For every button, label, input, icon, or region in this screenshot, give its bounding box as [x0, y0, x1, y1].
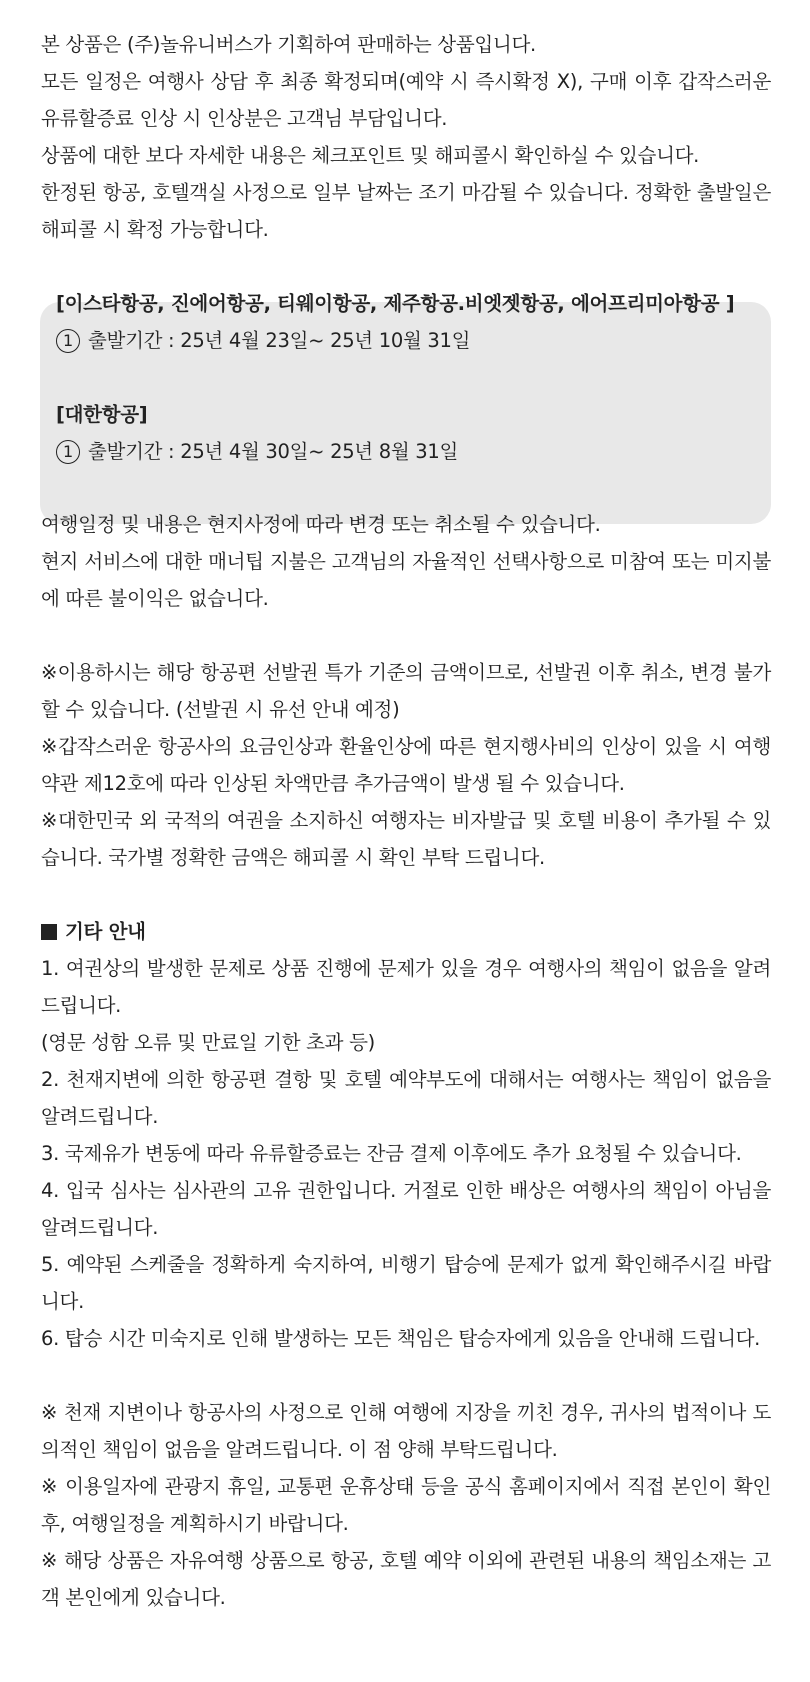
intro-paragraph: 상품에 대한 보다 자세한 내용은 체크포인트 및 해피콜시 확인하실 수 있습니다.: [41, 144, 700, 167]
other-info-item: 1. 여권상의 발생한 문제로 상품 진행에 문제가 있을 경우 여행사의 책임이 없음을 알려드립니다.: [41, 957, 771, 1017]
other-info-item: 4. 입국 심사는 심사관의 고유 권한입니다. 거절로 인한 배상은 여행사의 책임이 아님을 알려드립니다.: [41, 1179, 771, 1239]
other-info-item: 3. 국제유가 변동에 따라 유류할증료는 잔금 결제 이후에도 추가 요청될 수 있습니다.: [41, 1142, 742, 1165]
intro-paragraph: 한정된 항공, 호텔객실 사정으로 일부 날짜는 조기 마감될 수 있습니다. 정확한 출발일은 해피콜 시 확정 가능합니다.: [41, 181, 771, 241]
final-note-paragraph: ※ 해당 상품은 자유여행 상품으로 항공, 호텔 예약 이외에 관련된 내용의 책임소재는 고객 본인에게 있습니다.: [41, 1549, 771, 1609]
departure-period-text: 출발기간 : 25년 4월 23일~ 25년 10월 31일: [88, 329, 471, 352]
note-paragraph: ※이용하시는 해당 항공편 선발권 특가 기준의 금액이므로, 선발권 이후 취소, 변경 불가할 수 있습니다. (선발권 시 유선 안내 예정): [41, 661, 771, 721]
airline-heading: [이스타항공, 진에어항공, 티웨이항공, 제주항공.비엣젯항공, 에어프리미아항공 ]: [56, 292, 735, 315]
other-info-title: [41, 913, 771, 950]
spacer: [41, 470, 771, 506]
other-info-item: (영문 성함 오류 및 만료일 기한 초과 등): [41, 1031, 375, 1054]
spacer: [41, 248, 771, 285]
spacer: [41, 359, 771, 396]
other-info-item: 2. 천재지변에 의한 항공편 결항 및 호텔 예약부도에 대해서는 여행사는 책임이 없음을 알려드립니다.: [41, 1068, 771, 1128]
other-info-item: 6. 탑승 시간 미숙지로 인해 발생하는 모든 책임은 탑승자에게 있음을 안내해 드립니다.: [41, 1327, 761, 1350]
departure-period: [56, 322, 771, 359]
airline-heading: [대한항공]: [56, 403, 148, 426]
other-info-title-text: 기타 안내: [65, 920, 146, 943]
product-notice-document: [41, 26, 771, 1616]
other-info-item: 5. 예약된 스케줄을 정확하게 숙지하여, 비행기 탑승에 문제가 없게 확인해주시길 바랍니다.: [41, 1253, 771, 1313]
airline-group: [41, 285, 771, 359]
schedule-paragraph: 현지 서비스에 대한 매너팁 지불은 고객님의 자율적인 선택사항으로 미참여 또는 미지불에 따른 불이익은 없습니다.: [41, 550, 771, 610]
black-square-icon: [41, 924, 57, 940]
spacer: [41, 1357, 771, 1394]
circled-number-icon: 1: [56, 329, 80, 353]
schedule-paragraph: 여행일정 및 내용은 현지사정에 따라 변경 또는 취소될 수 있습니다.: [41, 513, 601, 536]
final-note-paragraph: ※ 천재 지변이나 항공사의 사정으로 인해 여행에 지장을 끼친 경우, 귀사의 법적이나 도의적인 책임이 없음을 알려드립니다. 이 점 양해 부탁드립니다.: [41, 1401, 771, 1461]
spacer: [41, 876, 771, 913]
intro-paragraph: 모든 일정은 여행사 상담 후 최종 확정되며(예약 시 즉시확정 X), 구매 이후 갑작스러운 유류할증료 인상 시 인상분은 고객님 부담입니다.: [41, 70, 771, 130]
intro-paragraph: 본 상품은 (주)놀유니버스가 기획하여 판매하는 상품입니다.: [41, 33, 536, 56]
departure-period: [56, 433, 771, 470]
note-paragraph: ※대한민국 외 국적의 여권을 소지하신 여행자는 비자발급 및 호텔 비용이 추가될 수 있습니다. 국가별 정확한 금액은 해피콜 시 확인 부탁 드립니다.: [41, 809, 771, 869]
note-paragraph: ※갑작스러운 항공사의 요금인상과 환율인상에 따른 현지행사비의 인상이 있을 시 여행약관 제12호에 따라 인상된 차액만큼 추가금액이 발생 될 수 있습니다.: [41, 735, 771, 795]
circled-number-icon: 1: [56, 440, 80, 464]
departure-period-text: 출발기간 : 25년 4월 30일~ 25년 8월 31일: [88, 440, 459, 463]
airline-group: [41, 396, 771, 470]
spacer: [41, 617, 771, 654]
final-note-paragraph: ※ 이용일자에 관광지 휴일, 교통편 운휴상태 등을 공식 홈페이지에서 직접 본인이 확인 후, 여행일정을 계획하시기 바랍니다.: [41, 1475, 771, 1535]
